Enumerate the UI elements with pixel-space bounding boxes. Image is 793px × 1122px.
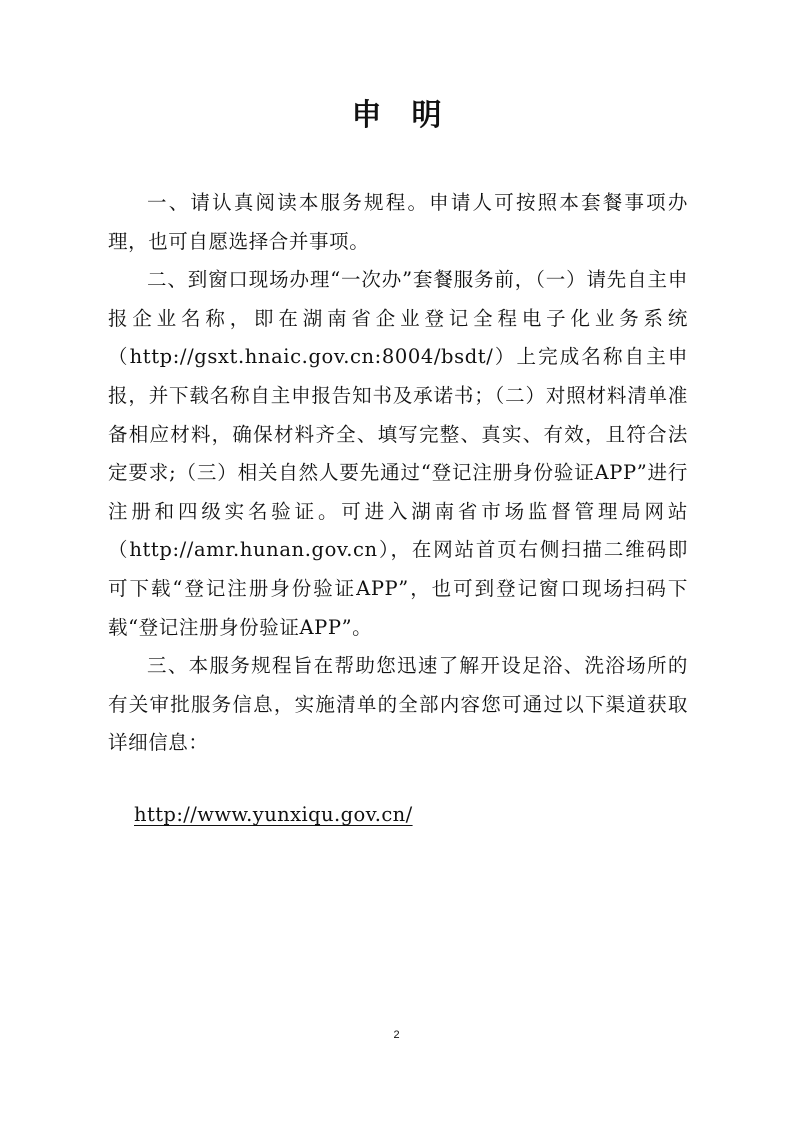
paragraph-1: 一、请认真阅读本服务规程。申请人可按照本套餐事项办理，也可自愿选择合并事项。 [108,191,688,253]
paragraph-2: 二、到窗口现场办理“一次办”套餐服务前，（一）请先自主申报企业名称，即在湖南省企业登记全程电子化业务系统（http://gsxt.hnaic.gov.cn:8004/bsdt/）上完成名称自主申报，并下载名称自主申报告知书及承诺书；（二）对照材料清单准备相应材料，确保材料齐全、填写完整、真实、有效，且符合法定要求;（三）相关自然人要先通过“登记注册身份验证APP”进行注册和四级实名验证。可进入湖南省市场监督管理局网站（http://amr.hunan.gov.cn），在网站首页右侧扫描二维码即可下载“登记注册身份验证APP”，也可到登记窗口现场扫码下载“登记注册身份验证APP”。 [108,268,688,639]
page-title: 申明 [351,98,472,133]
website-link[interactable]: http://www.yunxiqu.gov.cn/ [134,803,413,826]
paragraph-3: 三、本服务规程旨在帮助您迅速了解开设足浴、洗浴场所的有关审批服务信息，实施清单的全部内容您可通过以下渠道获取详细信息： [108,654,688,755]
document-body [108,184,688,763]
page-number: 2 [393,1029,400,1041]
